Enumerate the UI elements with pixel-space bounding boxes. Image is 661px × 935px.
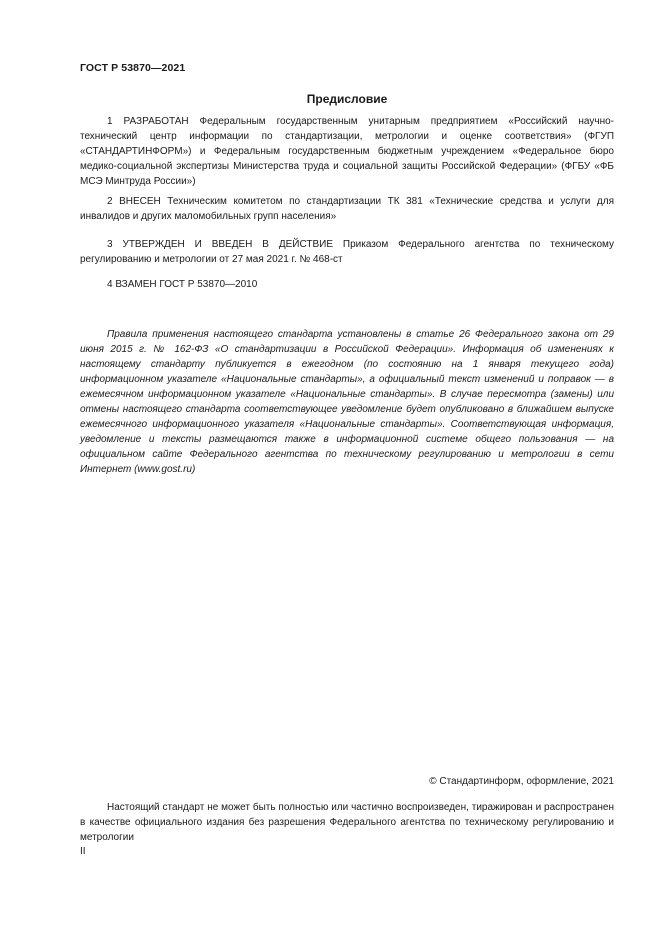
document-code-header: ГОСТ Р 53870—2021 — [80, 62, 186, 74]
paragraph-developed-by: 1 РАЗРАБОТАН Федеральным государственным унитарным предприятием «Российский научно-технический центр информации по стандартизации, метрологии и оценке соответствия» (ФГУП «СТАНДАРТИНФОРМ») и Федеральным государственным бюджетным учреждением «Федеральное бюро медико-социальной экспертизы Министерства труда и социальной защиты Российской Федерации» (ФГБУ «ФБ МСЭ Минтруда России») — [80, 116, 614, 187]
paragraph-replaces: 4 ВЗАМЕН ГОСТ Р 53870—2010 — [107, 279, 258, 290]
paragraph-introduced-by: 2 ВНЕСЕН Техническим комитетом по стандартизации ТК 381 «Технические средства и услуги для инвалидов и других маломобильных групп населения» — [80, 196, 614, 222]
copyright-notice: © Стандартинформ, оформление, 2021 — [429, 776, 614, 787]
paragraph-approved: 3 УТВЕРЖДЕН И ВВЕДЕН В ДЕЙСТВИЕ Приказом Федерального агентства по техническому регулированию и метрологии от 27 мая 2021 г. № 468-ст — [80, 239, 614, 265]
reproduction-notice: Настоящий стандарт не может быть полностью или частично воспроизведен, тиражирован и распространен в качестве официального издания без разрешения Федерального агентства по техническому регулированию и метрологии — [80, 802, 614, 843]
page-number: II — [80, 846, 86, 857]
rules-of-application-note: Правила применения настоящего стандарта установлены в статье 26 Федерального закона от 29 июня 2015 г. № 162-ФЗ «О стандартизации в Российской Федерации». Информация об изменениях к настоящему стандарту публикуется в ежегодном (по состоянию на 1 января текущего года) информационном указателе «Национальные стандарты», а официальный текст изменений и поправок — в ежемесячном информационном указателе «Национальные стандарты». В случае пересмотра (замены) или отмены настоящего стандарта соответствующее уведомление будет опубликовано в ближайшем выпуске ежемесячного информационного указателя «Национальные стандарты». Соответствующая информация, уведомление и тексты размещаются также в информационной системе общего пользования — на официальном сайте Федерального агентства по техническому регулированию и метрологии в сети Интернет (www.gost.ru) — [80, 329, 614, 475]
section-title: Предисловие — [306, 92, 388, 106]
